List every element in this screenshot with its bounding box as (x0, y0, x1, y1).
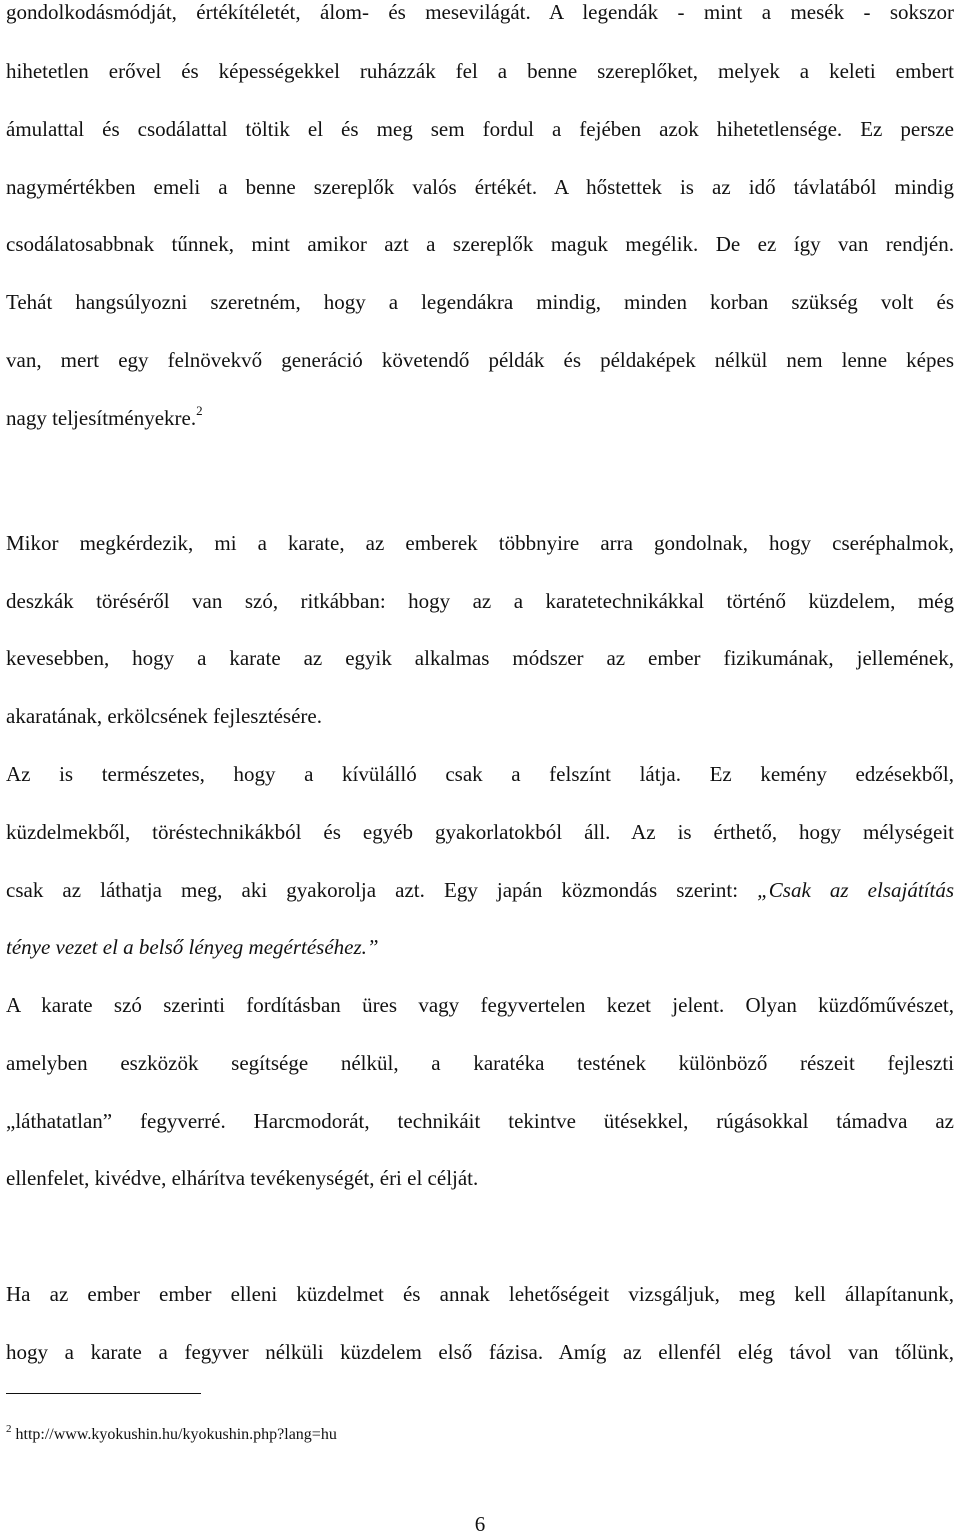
text-line: Tehát hangsúlyozni szeretném, hogy a legendákra mindig, minden korban szükség volt és (6, 290, 954, 314)
text-line: ámulattal és csodálattal töltik el és meg sem fordul a fejében azok hihetetlensége. Ez persze (6, 117, 954, 141)
footnote-number: 2 (6, 1423, 12, 1435)
text-line: A karate szó szerinti fordításban üres vagy fegyvertelen kezet jelent. Olyan küzdőművészet, (6, 993, 954, 1017)
footnote-divider (6, 1393, 201, 1394)
quote-segment: „Csak az elsajátítás (757, 878, 954, 902)
text-line: kevesebben, hogy a karate az egyik alkalmas módszer az ember fizikumának, jellemének, (6, 646, 954, 670)
text-line: hogy a karate a fegyver nélküli küzdelem első fázisa. Amíg az ellenfél elég távol van tőlünk, (6, 1340, 954, 1364)
text-line: csodálatosabbnak tűnnek, mint amikor azt a szereplők maguk megélik. De ez így van rendjén. (6, 232, 954, 256)
text-segment: nagy teljesítményekre. (6, 406, 197, 430)
text-line (6, 876, 954, 904)
text-line: nagymértékben emeli a benne szereplők valós értékét. A hőstettek is az idő távlatából mindig (6, 175, 954, 199)
footnote-link[interactable]: http://www.kyokushin.hu/kyokushin.php?lang=hu (15, 1426, 337, 1443)
text-line: amelyben eszközök segítsége nélkül, a karatéka testének különböző részeit fejleszti (6, 1051, 954, 1075)
text-line: akaratának, erkölcsének fejlesztésére. (6, 704, 322, 728)
text-line: „láthatatlan” fegyverré. Harcmodorát, technikáit tekintve ütésekkel, rúgásokkal támadva az (6, 1109, 954, 1133)
text-line: küzdelmekből, töréstechnikákból és egyéb gyakorlatokból áll. Az is érthető, hogy mélységeit (6, 820, 954, 844)
text-line: gondolkodásmódját, értékítéletét, álom- és mesevilágát. A legendák - mint a mesék - sokszor (6, 0, 954, 24)
text-line (6, 404, 954, 432)
text-line: Az is természetes, hogy a kívülálló csak a felszínt látja. Ez kemény edzésekből, (6, 762, 954, 786)
footnote-reference[interactable]: 2 (196, 403, 203, 418)
text-line: Ha az ember ember elleni küzdelmet és annak lehetőségeit vizsgáljuk, meg kell állapítanunk, (6, 1282, 954, 1306)
page-number: 6 (474, 1512, 486, 1536)
quote-segment: ténye vezet el a belső lényeg megértéséhez.” (6, 935, 379, 959)
text-line: deszkák töréséről van szó, ritkábban: hogy az a karatetechnikákkal történő küzdelem, még (6, 589, 954, 613)
text-line: Mikor megkérdezik, mi a karate, az emberek többnyire arra gondolnak, hogy cseréphalmok, (6, 531, 954, 555)
footnote (6, 1418, 337, 1446)
text-line: hihetetlen erővel és képességekkel ruházzák fel a benne szereplőket, melyek a keleti embert (6, 59, 954, 83)
text-segment: csak az láthatja meg, aki gyakorolja azt. Egy japán közmondás szerint: (6, 878, 758, 902)
text-line: van, mert egy felnövekvő generáció követendő példák és példaképek nélkül nem lenne képes (6, 348, 954, 372)
text-line (6, 933, 954, 961)
text-line: ellenfelet, kivédve, elhárítva tevékenységét, éri el célját. (6, 1166, 479, 1190)
